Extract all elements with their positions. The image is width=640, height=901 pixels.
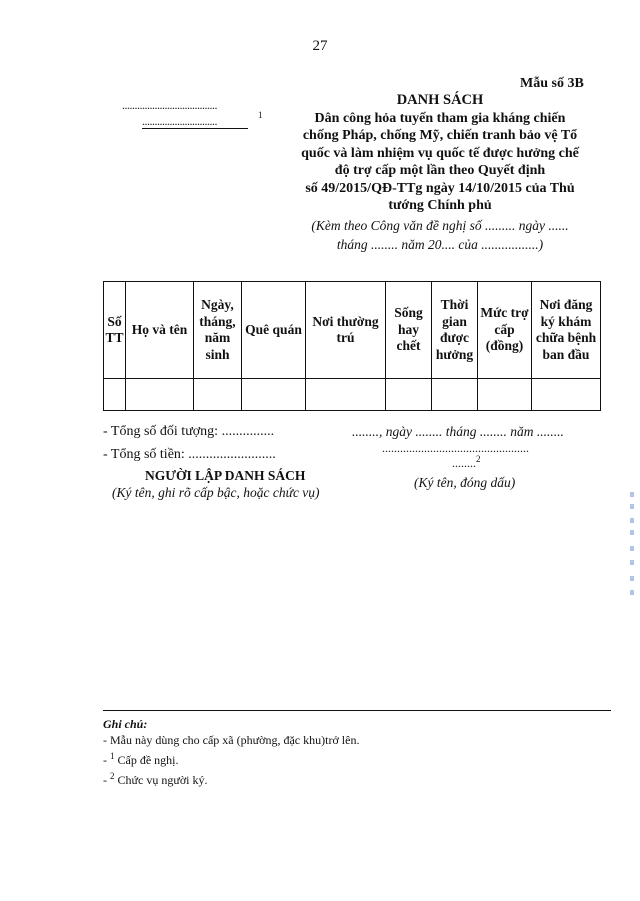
table-row xyxy=(104,379,601,411)
signer-title-dots: ................................................. xyxy=(382,441,529,455)
beneficiary-table xyxy=(103,281,601,411)
agency-footnote-mark: 1 xyxy=(258,110,263,120)
signer-footnote xyxy=(452,454,481,471)
reference-note xyxy=(282,216,598,254)
footnotes xyxy=(103,716,359,788)
col-header-allowance: Mức trợ cấp (đồng) xyxy=(478,282,532,379)
agency-sub-line: .............................. xyxy=(142,114,217,128)
document-title-block xyxy=(278,92,602,215)
date-line: ........, ngày ........ tháng ........ năm ........ xyxy=(352,424,564,439)
footnote-item xyxy=(103,748,359,768)
reference-note-line: tháng ........ năm 20.... của .................) xyxy=(336,237,544,252)
creator-title: NGƯỜI LẬP DANH SÁCH xyxy=(145,468,306,483)
title-line: Dân công hỏa tuyến tham gia kháng chiến xyxy=(314,110,566,126)
col-header-period: Thời gian được hưởng xyxy=(432,282,478,379)
total-people-line: - Tổng số đối tượng: ............... xyxy=(103,424,275,439)
footnote-mark: 1 xyxy=(110,751,115,761)
col-header-birthdate: Ngày, tháng, năm sinh xyxy=(194,282,242,379)
col-header-alive-status: Sống hay chết xyxy=(386,282,432,379)
table-cell xyxy=(306,379,386,411)
table-header-row xyxy=(104,282,601,379)
footer-divider xyxy=(103,710,611,711)
footnote-item xyxy=(103,768,359,788)
page-number: 27 xyxy=(312,38,328,54)
footnotes-title: Ghi chú: xyxy=(103,717,148,731)
table-cell xyxy=(532,379,601,411)
col-header-stt: Số TT xyxy=(104,282,126,379)
footnote-item: - Mẫu này dùng cho cấp xã (phường, đặc khu)trở lên. xyxy=(103,733,360,747)
reference-note-line: (Kèm theo Công văn đề nghị số ......... ngày ...... xyxy=(311,218,569,233)
col-header-residence: Nơi thường trú xyxy=(306,282,386,379)
table-cell xyxy=(242,379,306,411)
total-money-line: - Tổng số tiền: ......................... xyxy=(103,447,276,462)
title-line: tướng Chính phủ xyxy=(388,198,492,213)
col-header-name: Họ và tên xyxy=(126,282,194,379)
agency-name-line: ...................................... xyxy=(122,98,217,112)
signer-dots-short: ........ xyxy=(452,456,476,470)
col-header-hometown: Quê quán xyxy=(242,282,306,379)
title-line: số 49/2015/QĐ-TTg ngày 14/10/2015 của Thủ xyxy=(305,180,575,196)
title-line: quốc và làm nhiệm vụ quốc tế được hưởng chế xyxy=(301,145,579,161)
creator-note: (Ký tên, ghi rõ cấp bậc, hoặc chức vụ) xyxy=(112,485,320,500)
table-cell xyxy=(104,379,126,411)
document-title: DANH SÁCH xyxy=(396,92,484,108)
footnote-prefix: - xyxy=(103,773,110,787)
footnote-text: Cấp đề nghị. xyxy=(114,753,179,767)
title-line: chống Pháp, chống Mỹ, chiến tranh bảo vệ Tổ xyxy=(302,128,578,143)
footnote-mark: 2 xyxy=(110,771,115,781)
signer-footnote-mark: 2 xyxy=(476,454,481,464)
table-cell xyxy=(126,379,194,411)
table-cell xyxy=(386,379,432,411)
footnote-text: Chức vụ người ký. xyxy=(114,773,208,787)
footnote-prefix: - xyxy=(103,753,110,767)
title-line: độ trợ cấp một lần theo Quyết định xyxy=(334,163,546,178)
table-cell xyxy=(432,379,478,411)
edge-stamp-mark xyxy=(628,490,636,600)
form-code: Mẫu số 3B xyxy=(520,76,584,91)
table-cell xyxy=(194,379,242,411)
col-header-clinic: Nơi đăng ký khám chữa bệnh ban đầu xyxy=(532,282,601,379)
agency-underline xyxy=(142,128,248,129)
signer-note: (Ký tên, đóng dấu) xyxy=(414,475,516,490)
table-cell xyxy=(478,379,532,411)
